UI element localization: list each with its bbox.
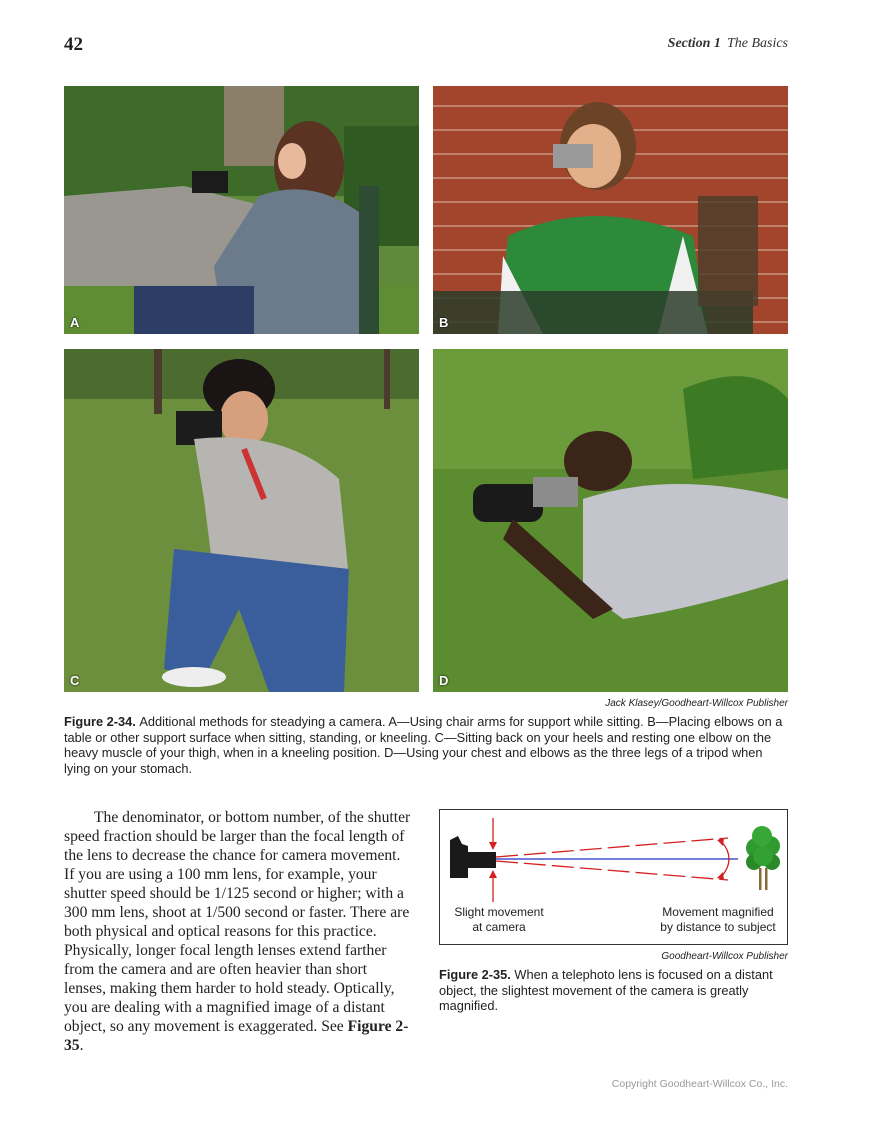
section-title: The Basics bbox=[726, 36, 788, 51]
panel-letter-c: C bbox=[70, 673, 80, 688]
label-left-line-2: at camera bbox=[472, 920, 526, 934]
photo-a-image bbox=[64, 86, 419, 334]
tree-icon bbox=[746, 826, 780, 890]
panel-letter-d: D bbox=[439, 673, 449, 688]
curved-arrow-top-icon bbox=[717, 838, 724, 846]
figure-2-35-diagram bbox=[439, 809, 788, 945]
figure-reference: Figure 2-35 bbox=[64, 1018, 409, 1054]
label-right-line-1: Movement magnified bbox=[662, 905, 774, 919]
figure-2-35-caption bbox=[439, 967, 788, 1014]
running-header bbox=[668, 36, 788, 52]
photo-b-image bbox=[433, 86, 788, 334]
figure-2-35-caption-text: When a telephoto lens is focused on a distant object, the slightest movement of the camera is greatly magnified. bbox=[439, 967, 773, 1013]
body-text: The denominator, or bottom number, of the shutter speed fraction should be larger than the focal length of the lens to decrease the chance for camera movement. If you are using a 100 mm lens, for example, your shutter speed should be 1/125 second or higher; with a 300 mm lens, shoot at 1/500 second or faster. There are both physical and optical reasons for this practice. Physically, longer focal length lenses extend farther from the camera and are often heavier than short lenses, making them harder to hold steady. Optically, you are dealing with a magnified image of a distant object, so any movement is exaggerated. See bbox=[64, 809, 411, 1035]
deviation-line-lower bbox=[496, 861, 728, 880]
arrow-down-icon bbox=[489, 842, 497, 850]
body-end: . bbox=[79, 1037, 84, 1054]
figure-2-35-label: Figure 2-35. bbox=[439, 967, 511, 982]
body-paragraph bbox=[64, 808, 412, 1055]
label-slight-movement bbox=[444, 905, 554, 935]
panel-letter-a: A bbox=[70, 315, 80, 330]
figure-2-34-caption-text: Additional methods for steadying a camera. A—Using chair arms for support while sitting. B—Placing elbows on a table or other support surface when sitting, standing, or kneeling. C—Sitting back on your heels and resting one elbow on the heavy muscle of your thigh, when in a kneeling position. D—Using your chest and elbows as the three legs of a tripod when lying on your stomach. bbox=[64, 714, 783, 776]
camera-icon bbox=[450, 836, 468, 878]
figure-2-34-caption bbox=[64, 714, 788, 776]
photo-panel-d bbox=[433, 349, 788, 692]
deviation-line-upper bbox=[496, 838, 728, 857]
label-movement-magnified bbox=[650, 905, 786, 935]
copyright-footer: Copyright Goodheart-Willcox Co., Inc. bbox=[611, 1078, 788, 1090]
panel-letter-b: B bbox=[439, 315, 449, 330]
curved-arrow-bottom-icon bbox=[717, 872, 724, 880]
lens-shape bbox=[468, 852, 496, 868]
photo-panel-b bbox=[433, 86, 788, 334]
photo-panel-c bbox=[64, 349, 419, 692]
label-right-line-2: by distance to subject bbox=[660, 920, 776, 934]
figure-2-34-credit: Jack Klasey/Goodheart-Willcox Publisher bbox=[605, 698, 788, 709]
photo-c-image bbox=[64, 349, 419, 692]
figure-2-35-credit: Goodheart-Willcox Publisher bbox=[661, 951, 788, 962]
photo-panel-a bbox=[64, 86, 419, 334]
label-left-line-1: Slight movement bbox=[454, 905, 544, 919]
section-label: Section 1 bbox=[667, 36, 721, 51]
arrow-up-icon bbox=[489, 870, 497, 878]
figure-2-34-label: Figure 2-34. bbox=[64, 714, 136, 729]
photo-d-image bbox=[433, 349, 788, 692]
page-number: 42 bbox=[64, 34, 83, 55]
